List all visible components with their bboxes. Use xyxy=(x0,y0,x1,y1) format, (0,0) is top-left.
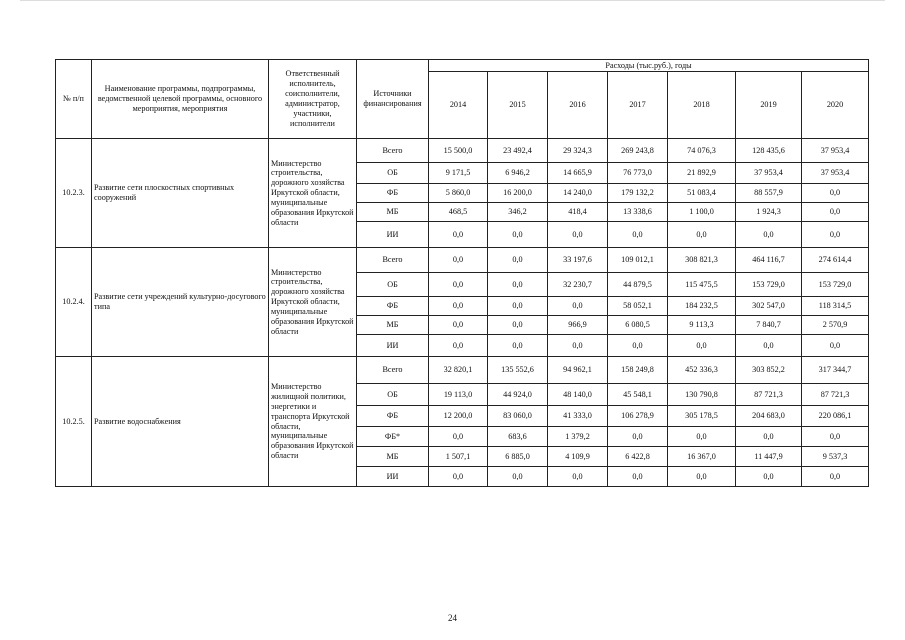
table-body xyxy=(56,139,869,487)
funding-source: Всего xyxy=(357,139,429,163)
header-year: 2017 xyxy=(608,72,668,139)
expense-value: 464 116,7 xyxy=(736,248,802,273)
expense-value: 966,9 xyxy=(548,316,608,335)
expense-value: 19 113,0 xyxy=(429,384,488,406)
expense-value: 418,4 xyxy=(548,203,608,222)
expense-value: 76 773,0 xyxy=(608,163,668,184)
expense-value: 29 324,3 xyxy=(548,139,608,163)
expense-value: 0,0 xyxy=(429,316,488,335)
expense-value: 58 052,1 xyxy=(608,297,668,316)
expense-value: 21 892,9 xyxy=(668,163,736,184)
expense-value: 23 492,4 xyxy=(488,139,548,163)
expense-value: 88 557,9 xyxy=(736,184,802,203)
funding-source: ИИ xyxy=(357,335,429,357)
funding-source: МБ xyxy=(357,203,429,222)
header-expenses: Расходы (тыс.руб.), годы xyxy=(429,60,869,72)
expense-value: 37 953,4 xyxy=(802,163,869,184)
expense-value: 115 475,5 xyxy=(668,273,736,297)
expense-value: 305 178,5 xyxy=(668,406,736,427)
expense-value: 153 729,0 xyxy=(736,273,802,297)
expense-value: 0,0 xyxy=(608,222,668,248)
funding-source: МБ xyxy=(357,316,429,335)
funding-source: ИИ xyxy=(357,222,429,248)
expense-value: 2 570,9 xyxy=(802,316,869,335)
expense-value: 0,0 xyxy=(668,467,736,487)
expense-value: 6 946,2 xyxy=(488,163,548,184)
expense-value: 158 249,8 xyxy=(608,357,668,384)
scan-edge-line xyxy=(20,0,885,1)
expense-value: 0,0 xyxy=(802,203,869,222)
row-number: 10.2.5. xyxy=(56,357,92,487)
funding-source: ФБ* xyxy=(357,427,429,447)
funding-source: ОБ xyxy=(357,273,429,297)
expense-value: 11 447,9 xyxy=(736,447,802,467)
expense-value: 153 729,0 xyxy=(802,273,869,297)
expense-value: 0,0 xyxy=(668,427,736,447)
expense-value: 0,0 xyxy=(802,335,869,357)
table-row xyxy=(56,139,869,163)
row-number: 10.2.4. xyxy=(56,248,92,357)
expense-value: 0,0 xyxy=(488,335,548,357)
expense-value: 128 435,6 xyxy=(736,139,802,163)
funding-source: Всего xyxy=(357,357,429,384)
expense-value: 12 200,0 xyxy=(429,406,488,427)
expense-value: 179 132,2 xyxy=(608,184,668,203)
funding-source: Всего xyxy=(357,248,429,273)
expense-value: 13 338,6 xyxy=(608,203,668,222)
expense-value: 308 821,3 xyxy=(668,248,736,273)
expense-value: 7 840,7 xyxy=(736,316,802,335)
expense-value: 274 614,4 xyxy=(802,248,869,273)
expense-value: 0,0 xyxy=(736,467,802,487)
expense-value: 9 537,3 xyxy=(802,447,869,467)
expense-value: 6 422,8 xyxy=(608,447,668,467)
expense-value: 1 924,3 xyxy=(736,203,802,222)
expense-value: 45 548,1 xyxy=(608,384,668,406)
expense-value: 0,0 xyxy=(736,335,802,357)
expense-value: 32 230,7 xyxy=(548,273,608,297)
expense-value: 130 790,8 xyxy=(668,384,736,406)
expense-value: 0,0 xyxy=(668,222,736,248)
expense-value: 0,0 xyxy=(429,248,488,273)
expense-value: 204 683,0 xyxy=(736,406,802,427)
expense-value: 0,0 xyxy=(488,248,548,273)
header-year: 2016 xyxy=(548,72,608,139)
expense-value: 6 885,0 xyxy=(488,447,548,467)
table-header xyxy=(56,60,869,139)
funding-source: МБ xyxy=(357,447,429,467)
expense-value: 51 083,4 xyxy=(668,184,736,203)
expense-value: 0,0 xyxy=(488,467,548,487)
expense-value: 44 879,5 xyxy=(608,273,668,297)
expense-value: 1 100,0 xyxy=(668,203,736,222)
funding-source: ИИ xyxy=(357,467,429,487)
budget-table xyxy=(55,59,869,487)
funding-source: ФБ xyxy=(357,406,429,427)
expense-value: 87 721,3 xyxy=(802,384,869,406)
funding-source: ОБ xyxy=(357,163,429,184)
expense-value: 302 547,0 xyxy=(736,297,802,316)
expense-value: 683,6 xyxy=(488,427,548,447)
expense-value: 317 344,7 xyxy=(802,357,869,384)
expense-value: 0,0 xyxy=(608,467,668,487)
expense-value: 0,0 xyxy=(802,184,869,203)
expense-value: 16 200,0 xyxy=(488,184,548,203)
expense-value: 135 552,6 xyxy=(488,357,548,384)
expense-value: 32 820,1 xyxy=(429,357,488,384)
expense-value: 0,0 xyxy=(488,273,548,297)
expense-value: 0,0 xyxy=(429,297,488,316)
expense-value: 220 086,1 xyxy=(802,406,869,427)
expense-value: 87 721,3 xyxy=(736,384,802,406)
header-year: 2019 xyxy=(736,72,802,139)
expense-value: 14 240,0 xyxy=(548,184,608,203)
expense-value: 0,0 xyxy=(548,297,608,316)
responsible-executor: Министерство жилищной политики, энергетики и транспорта Иркутской области, муниципальные образования Иркутской области xyxy=(269,357,357,487)
expense-value: 0,0 xyxy=(429,467,488,487)
expense-value: 109 012,1 xyxy=(608,248,668,273)
expense-value: 4 109,9 xyxy=(548,447,608,467)
expense-value: 37 953,4 xyxy=(736,163,802,184)
expense-value: 0,0 xyxy=(429,335,488,357)
header-year: 2020 xyxy=(802,72,869,139)
expense-value: 346,2 xyxy=(488,203,548,222)
program-name: Развитие сети учреждений культурно-досугового типа xyxy=(92,248,269,357)
header-responsible: Ответственный исполнитель, соисполнители, администратор, участники, исполнители xyxy=(269,60,357,139)
expense-value: 184 232,5 xyxy=(668,297,736,316)
expense-value: 0,0 xyxy=(802,467,869,487)
expense-value: 41 333,0 xyxy=(548,406,608,427)
expense-value: 0,0 xyxy=(488,316,548,335)
expense-value: 83 060,0 xyxy=(488,406,548,427)
header-program: Наименование программы, подпрограммы, ведомственной целевой программы, основного мероприятия, мероприятия xyxy=(92,60,269,139)
expense-value: 15 500,0 xyxy=(429,139,488,163)
expense-value: 0,0 xyxy=(488,222,548,248)
expense-value: 16 367,0 xyxy=(668,447,736,467)
table-row xyxy=(56,248,869,273)
expense-value: 0,0 xyxy=(488,297,548,316)
expense-value: 14 665,9 xyxy=(548,163,608,184)
expense-value: 269 243,8 xyxy=(608,139,668,163)
row-number: 10.2.3. xyxy=(56,139,92,248)
expense-value: 0,0 xyxy=(429,222,488,248)
expense-value: 1 507,1 xyxy=(429,447,488,467)
expense-value: 0,0 xyxy=(736,222,802,248)
header-year: 2015 xyxy=(488,72,548,139)
expense-value: 0,0 xyxy=(608,335,668,357)
expense-value: 303 852,2 xyxy=(736,357,802,384)
expense-value: 106 278,9 xyxy=(608,406,668,427)
expense-value: 0,0 xyxy=(429,273,488,297)
expense-value: 5 860,0 xyxy=(429,184,488,203)
expense-value: 0,0 xyxy=(736,427,802,447)
table-row xyxy=(56,357,869,384)
expense-value: 0,0 xyxy=(548,467,608,487)
expense-value: 74 076,3 xyxy=(668,139,736,163)
expense-value: 94 962,1 xyxy=(548,357,608,384)
expense-value: 48 140,0 xyxy=(548,384,608,406)
expense-value: 452 336,3 xyxy=(668,357,736,384)
header-year: 2018 xyxy=(668,72,736,139)
expense-value: 9 171,5 xyxy=(429,163,488,184)
program-name: Развитие сети плоскостных спортивных сооружений xyxy=(92,139,269,248)
funding-source: ОБ xyxy=(357,384,429,406)
expense-value: 0,0 xyxy=(548,222,608,248)
expense-value: 6 080,5 xyxy=(608,316,668,335)
page-number: 24 xyxy=(448,613,457,623)
expense-value: 118 314,5 xyxy=(802,297,869,316)
expense-value: 0,0 xyxy=(429,427,488,447)
expense-value: 0,0 xyxy=(802,222,869,248)
funding-source: ФБ xyxy=(357,297,429,316)
funding-source: ФБ xyxy=(357,184,429,203)
expense-value: 37 953,4 xyxy=(802,139,869,163)
header-source: Источники финансирования xyxy=(357,60,429,139)
expense-value: 33 197,6 xyxy=(548,248,608,273)
expense-value: 44 924,0 xyxy=(488,384,548,406)
program-name: Развитие водоснабжения xyxy=(92,357,269,487)
responsible-executor: Министерство строительства, дорожного хозяйства Иркутской области, муниципальные образования Иркутской области xyxy=(269,248,357,357)
expense-value: 0,0 xyxy=(548,335,608,357)
expense-value: 0,0 xyxy=(802,427,869,447)
header-year: 2014 xyxy=(429,72,488,139)
expense-value: 468,5 xyxy=(429,203,488,222)
header-num: № п/п xyxy=(56,60,92,139)
expense-value: 1 379,2 xyxy=(548,427,608,447)
expense-value: 0,0 xyxy=(608,427,668,447)
responsible-executor: Министерство строительства, дорожного хозяйства Иркутской области, муниципальные образования Иркутской области xyxy=(269,139,357,248)
expense-value: 0,0 xyxy=(668,335,736,357)
expense-value: 9 113,3 xyxy=(668,316,736,335)
